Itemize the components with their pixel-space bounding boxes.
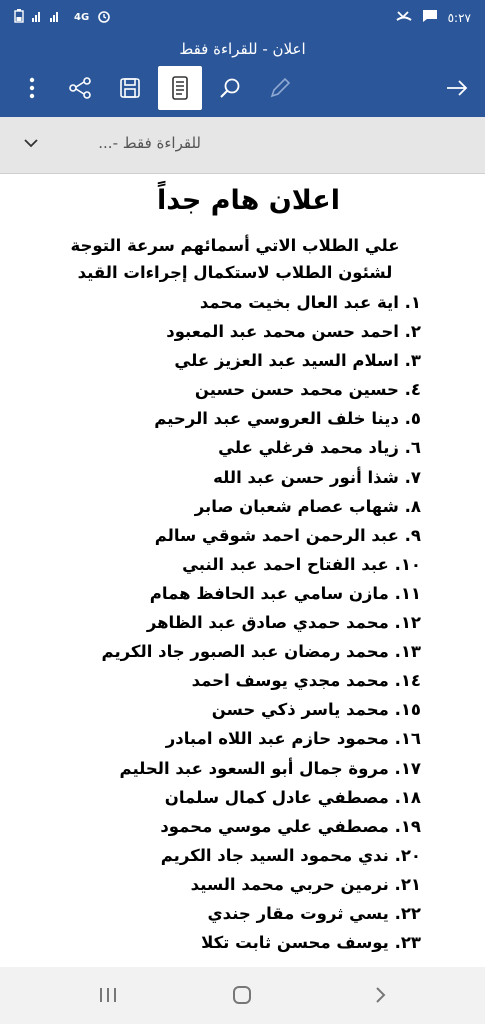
chevron-down-icon[interactable] bbox=[22, 135, 40, 154]
list-item: ٨. شهاب عصام شعبان صابر bbox=[194, 496, 421, 516]
back-icon[interactable] bbox=[366, 983, 394, 1007]
list-item: ٢٣. يوسف محسن ثابت تكلا bbox=[201, 933, 421, 953]
home-icon[interactable] bbox=[228, 983, 256, 1007]
read-only-dropdown[interactable] bbox=[0, 117, 485, 174]
search-icon[interactable] bbox=[208, 66, 252, 110]
list-item: ١٥. محمد ياسر ذكي حسن bbox=[211, 700, 421, 720]
battery-icon bbox=[14, 9, 24, 26]
list-item: ٩. عبد الرحمن احمد شوقي سالم bbox=[154, 525, 421, 545]
list-item: ٢٢. يسي ثروت مقار جندي bbox=[207, 903, 421, 923]
clock-time: ٥:٢٧ bbox=[447, 10, 471, 25]
list-item: ١٤. محمد مجدي يوسف احمد bbox=[191, 671, 421, 691]
system-nav-bar bbox=[0, 967, 485, 1024]
list-item: ٧. شذا أنور حسن عبد الله bbox=[213, 467, 421, 487]
save-icon[interactable] bbox=[108, 66, 152, 110]
network-type: 4G bbox=[74, 12, 90, 23]
list-item: ٢. احمد حسن محمد عبد المعبود bbox=[166, 322, 421, 342]
list-item: ١٢. محمد حمدي صادق عبد الظاهر bbox=[146, 613, 421, 633]
alarm-icon bbox=[97, 9, 111, 26]
list-item: ٥. دينا خلف العروسي عبد الرحيم bbox=[154, 409, 421, 429]
list-item: ٦. زياد محمد فرغلي علي bbox=[218, 438, 421, 458]
signal-icon bbox=[32, 10, 66, 25]
missed-call-icon bbox=[396, 9, 412, 26]
pen-icon[interactable] bbox=[258, 66, 302, 110]
list-item: ١٣. محمد رمضان عبد الصبور جاد الكريم bbox=[101, 642, 421, 662]
list-item: ١٨. مصطفي عادل كمال سلمان bbox=[164, 787, 421, 807]
forward-arrow-icon[interactable] bbox=[435, 66, 479, 110]
announcement-title: اعلان هام جداً bbox=[156, 185, 340, 216]
student-list bbox=[102, 288, 421, 957]
list-item: ٢٠. ندي محمود السيد جاد الكريم bbox=[160, 845, 421, 865]
status-left bbox=[14, 9, 111, 26]
status-right bbox=[396, 9, 471, 26]
message-icon bbox=[422, 9, 438, 26]
recent-apps-icon[interactable] bbox=[94, 983, 122, 1007]
list-item: ١٦. محمود حازم عبد اللاه امبادر bbox=[165, 729, 421, 749]
share-icon[interactable] bbox=[58, 66, 102, 110]
read-only-label: للقراءة فقط -... bbox=[98, 134, 201, 152]
document-title-bar: اعلان - للقراءة فقط bbox=[179, 40, 306, 58]
toolbar bbox=[0, 62, 485, 114]
list-item: ٤. حسين محمد حسن حسين bbox=[194, 380, 421, 400]
list-item: ٣. اسلام السيد عبد العزيز علي bbox=[174, 351, 421, 371]
mobile-view-icon[interactable] bbox=[158, 66, 202, 110]
list-item: ١٩. مصطفي علي موسي محمود bbox=[160, 816, 421, 836]
announcement-intro: علي الطلاب الاتي أسمائهم سرعة التوجة لشئون الطلاب لاستكمال إجراءات القيد bbox=[70, 236, 400, 282]
list-item: ١١. مازن سامي عبد الحافظ همام bbox=[149, 583, 421, 603]
status-bar bbox=[0, 0, 485, 34]
list-item: ٢١. نرمين حربي محمد السيد bbox=[190, 874, 421, 894]
more-icon[interactable] bbox=[10, 66, 54, 110]
list-item: ١٧. مروة جمال أبو السعود عبد الحليم bbox=[119, 758, 421, 778]
document-page bbox=[0, 175, 485, 967]
app-header bbox=[0, 0, 485, 117]
list-item: ١٠. عبد الفتاح احمد عبد النبي bbox=[182, 554, 421, 574]
list-item: ١. اية عبد العال بخيت محمد bbox=[199, 293, 421, 312]
